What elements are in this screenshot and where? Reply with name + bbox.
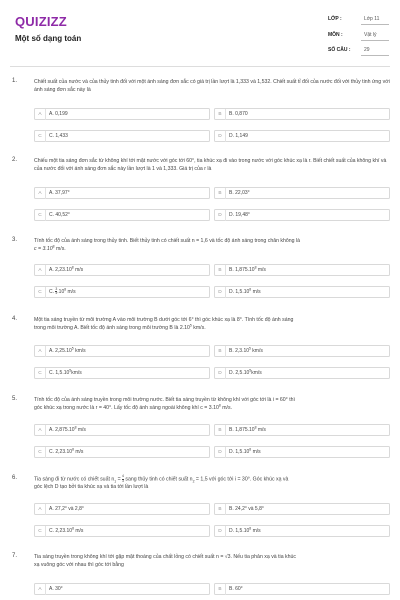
option-value: B. 1,875.10: [229, 267, 255, 273]
option-a[interactable]: [34, 424, 210, 436]
question-text: [34, 237, 390, 253]
question-text-line-1: Tính tốc độ của ánh sáng truyền trong môi trường nước. Biết tia sáng truyền từ không khí với góc tới là i = 60° thì: [34, 397, 295, 403]
exponent: 5: [69, 368, 72, 373]
option-letter: A: [35, 504, 46, 515]
option-text: [229, 368, 262, 379]
option-text: A. 0,199: [49, 111, 68, 117]
option-text: [229, 346, 263, 357]
option-letter: D: [215, 287, 226, 298]
option-letter: D: [215, 131, 226, 142]
option-value: D. 1,5.10: [229, 289, 250, 295]
option-letter: A: [35, 109, 46, 120]
option-text: C. 1,433: [49, 133, 68, 139]
option-d[interactable]: [214, 367, 390, 379]
option-letter: A: [35, 265, 46, 276]
unit: m/s: [256, 267, 266, 273]
option-text: [229, 287, 261, 298]
equals-sign: =: [116, 476, 123, 483]
exponent: 8: [249, 287, 252, 292]
question-text-line-2: góc khúc xạ trong nước là r = 40°. Lấy tốc độ ánh sáng ngoài không khí c = 3.10: [34, 405, 219, 411]
option-c[interactable]: [34, 367, 210, 379]
class-underline: [361, 24, 389, 25]
option-c[interactable]: [34, 286, 210, 298]
option-d[interactable]: [214, 209, 390, 221]
option-b[interactable]: [214, 424, 390, 436]
option-letter: B: [215, 425, 226, 436]
option-value: D. 1,5.10: [229, 449, 250, 455]
option-letter: B: [215, 504, 226, 515]
unit: km/s: [73, 348, 86, 354]
option-d[interactable]: [214, 130, 390, 142]
option-letter: B: [215, 346, 226, 357]
unit: m/s: [76, 427, 86, 433]
option-text: [229, 526, 261, 537]
option-c[interactable]: [34, 130, 210, 142]
unit: km/s: [250, 348, 263, 354]
option-letter: A: [35, 346, 46, 357]
option-letter: D: [215, 210, 226, 221]
option-letter: A: [35, 425, 46, 436]
question-text: [34, 553, 390, 569]
question-text-line-1: Tính tốc độ của ánh sáng trong thủy tinh. Biết thủy tinh có chiết suất n = 1,6 và tốc độ ánh sáng trong chân không là: [34, 238, 301, 244]
option-text: [49, 265, 83, 276]
exponent: 8: [71, 265, 74, 270]
option-value: B. 1,875.10: [229, 427, 255, 433]
option-value-2: .10: [57, 289, 65, 295]
count-label: SỐ CÂU :: [328, 47, 351, 53]
question-number: 4.: [12, 316, 18, 322]
question-number: 3.: [12, 237, 18, 243]
option-d[interactable]: [214, 286, 390, 298]
option-text: [49, 287, 76, 298]
unit: m/s: [251, 449, 261, 455]
option-text: [49, 425, 86, 436]
option-letter: B: [215, 584, 226, 595]
option-letter: C: [35, 368, 46, 379]
option-text: [49, 346, 86, 357]
question-text: [34, 396, 390, 412]
option-letter: D: [215, 447, 226, 458]
exponent: 5: [249, 368, 252, 373]
option-text: A. 37,97°: [49, 190, 70, 196]
option-value: A. 2,23.10: [49, 267, 72, 273]
class-value: Lớp 11: [364, 16, 380, 22]
question-text: [34, 475, 390, 491]
subscript: 2: [192, 479, 195, 484]
unit: km/s: [251, 370, 262, 376]
option-text: [49, 526, 83, 537]
option-a[interactable]: [34, 187, 210, 199]
option-letter: C: [35, 526, 46, 537]
option-text: B. 60°: [229, 586, 243, 592]
option-letter: B: [215, 109, 226, 120]
option-b[interactable]: [214, 264, 390, 276]
unit: km/s: [71, 370, 82, 376]
option-letter: D: [215, 368, 226, 379]
exponent: 8: [64, 287, 67, 292]
option-value: C. 1,5.10: [49, 370, 70, 376]
count-underline: [361, 55, 389, 56]
question-number: 7.: [12, 553, 18, 559]
option-value: D. 2,5.10: [229, 370, 250, 376]
unit: m/s: [73, 528, 84, 534]
option-value: B. 2,3.10: [229, 348, 250, 354]
option-value: A. 2,875.10: [49, 427, 75, 433]
exponent: 8: [52, 244, 55, 249]
option-d[interactable]: [214, 525, 390, 537]
question-formula: c = 3.10: [34, 246, 53, 252]
option-letter: C: [35, 287, 46, 298]
question-text: [34, 316, 390, 332]
exponent: 8: [249, 447, 252, 452]
question-number: 6.: [12, 475, 18, 481]
option-text: A. 27,2° và 2,8°: [49, 506, 84, 512]
option-a[interactable]: [34, 583, 210, 595]
class-label: LỚP :: [328, 16, 342, 22]
question-text-line-2: trong môi trường A. Biết tốc độ ánh sáng trong môi trường B là 2.10: [34, 325, 190, 331]
option-a[interactable]: [34, 108, 210, 120]
option-b[interactable]: [214, 345, 390, 357]
unit: m/s: [73, 449, 84, 455]
option-letter: A: [35, 584, 46, 595]
question-number: 5.: [12, 396, 18, 402]
question-text-part-3: = 1,5 với góc tới i = 30°. Góc khúc xạ và: [194, 476, 289, 483]
unit: km/s.: [191, 325, 206, 331]
fraction-denominator: 4: [55, 291, 58, 296]
option-text: B. 24,2° và 5,8°: [229, 506, 264, 512]
option-value: D. 1,5.10: [229, 528, 250, 534]
option-b[interactable]: [214, 108, 390, 120]
option-value: C. 2,23.10: [49, 528, 73, 534]
exponent: 8: [218, 403, 221, 408]
question-text-line-1: Một tia sáng truyền từ môi trường A vào môi trường B dưới góc tới 6° thì góc khúc xạ là 8°. Tính tốc độ ánh sáng: [34, 317, 294, 323]
option-c[interactable]: [34, 209, 210, 221]
option-letter: D: [215, 526, 226, 537]
option-letter: C: [35, 131, 46, 142]
question-text-part-1: Tia sáng đi từ nước có chiết suất n: [34, 476, 115, 483]
option-text: C. 40,52°: [49, 212, 70, 218]
fraction-numerator: 4: [122, 474, 124, 478]
option-text: D. 1,149: [229, 133, 248, 139]
question-text-part-2: sang thủy tinh có chiết suất n: [123, 476, 193, 483]
option-value: C.: [49, 289, 56, 295]
question-text-line-2: xạ vuông góc với nhau thì góc tới bằng: [34, 562, 124, 568]
subject-value: Vật lý: [364, 32, 377, 38]
option-c[interactable]: [34, 525, 210, 537]
unit: m/s.: [220, 405, 233, 411]
option-text: B. 0,870: [229, 111, 248, 117]
fraction-denominator: 3: [122, 478, 124, 483]
unit: m/s: [66, 289, 76, 295]
option-text: A. 30°: [49, 586, 63, 592]
option-text: [49, 447, 83, 458]
exponent: 5: [249, 346, 251, 351]
option-a[interactable]: [34, 503, 210, 515]
option-a[interactable]: [34, 345, 210, 357]
worksheet-title: Một số dạng toán: [15, 34, 82, 43]
option-a[interactable]: [34, 264, 210, 276]
question-text: Chiếu một tia sáng đơn sắc từ không khí tới mặt nước với góc tới 60°, tia khúc xạ đi vào trong nước với góc khúc xạ là r. Biết chiết suất của không khí và của nước đối với ánh sáng đơn sắc này lần lượt là 1 và 1,333. Giá trị của r là: [34, 158, 387, 172]
unit: m/s.: [54, 246, 66, 252]
subject-label: MÔN :: [328, 32, 343, 38]
option-d[interactable]: [214, 446, 390, 458]
option-letter: B: [215, 265, 226, 276]
count-value: 29: [364, 47, 370, 53]
option-c[interactable]: [34, 446, 210, 458]
question-text: Chiết suất của nước và của thủy tinh đối với một ánh sáng đơn sắc có giá trị lần lượt là 1,333 và 1,532. Chiết suất tỉ đối của nước đối với thủy tinh ứng với ánh sáng đơn sắc này là: [34, 79, 390, 93]
exponent: 5: [71, 346, 74, 351]
option-value: C. 2,23.10: [49, 449, 73, 455]
question-number: 2.: [12, 157, 18, 163]
worksheet-header: [0, 0, 400, 64]
unit: m/s: [251, 528, 261, 534]
option-b[interactable]: [214, 187, 390, 199]
question-text-line-1: Tia sáng truyền trong không khí tới gặp mặt thoáng của chất lỏng có chiết suất n = √3. Nếu tia phản xạ và tia khúc: [34, 554, 296, 560]
option-b[interactable]: [214, 503, 390, 515]
exponent: 8: [72, 526, 74, 531]
option-letter: A: [35, 188, 46, 199]
header-divider: [10, 66, 390, 67]
unit: m/s: [251, 289, 261, 295]
option-value: A. 2,25.10: [49, 348, 72, 354]
option-b[interactable]: [214, 583, 390, 595]
option-text: [49, 368, 82, 379]
exponent: 8: [74, 425, 77, 430]
unit: m/s: [73, 267, 84, 273]
option-text: [229, 447, 261, 458]
fraction-numerator: 3: [55, 286, 58, 291]
option-text: [229, 425, 266, 436]
option-letter: C: [35, 447, 46, 458]
unit: m/s: [256, 427, 266, 433]
option-letter: C: [35, 210, 46, 221]
quizizz-logo: QUIZIZZ: [15, 14, 67, 29]
option-text: B. 22,03°: [229, 190, 250, 196]
exponent: 8: [254, 265, 257, 270]
option-text: D. 19,48°: [229, 212, 250, 218]
subscript: 1: [114, 479, 117, 484]
exponent: 8: [254, 425, 257, 430]
question-text-line-2: góc lệch D tạo bởi tia khúc xạ và tia tới lần lượt là: [34, 484, 149, 491]
subject-underline: [361, 40, 389, 41]
exponent: 8: [249, 526, 252, 531]
exponent: 8: [72, 447, 74, 452]
option-text: [229, 265, 266, 276]
option-letter: B: [215, 188, 226, 199]
question-number: 1.: [12, 78, 18, 84]
exponent: 5: [189, 323, 192, 328]
